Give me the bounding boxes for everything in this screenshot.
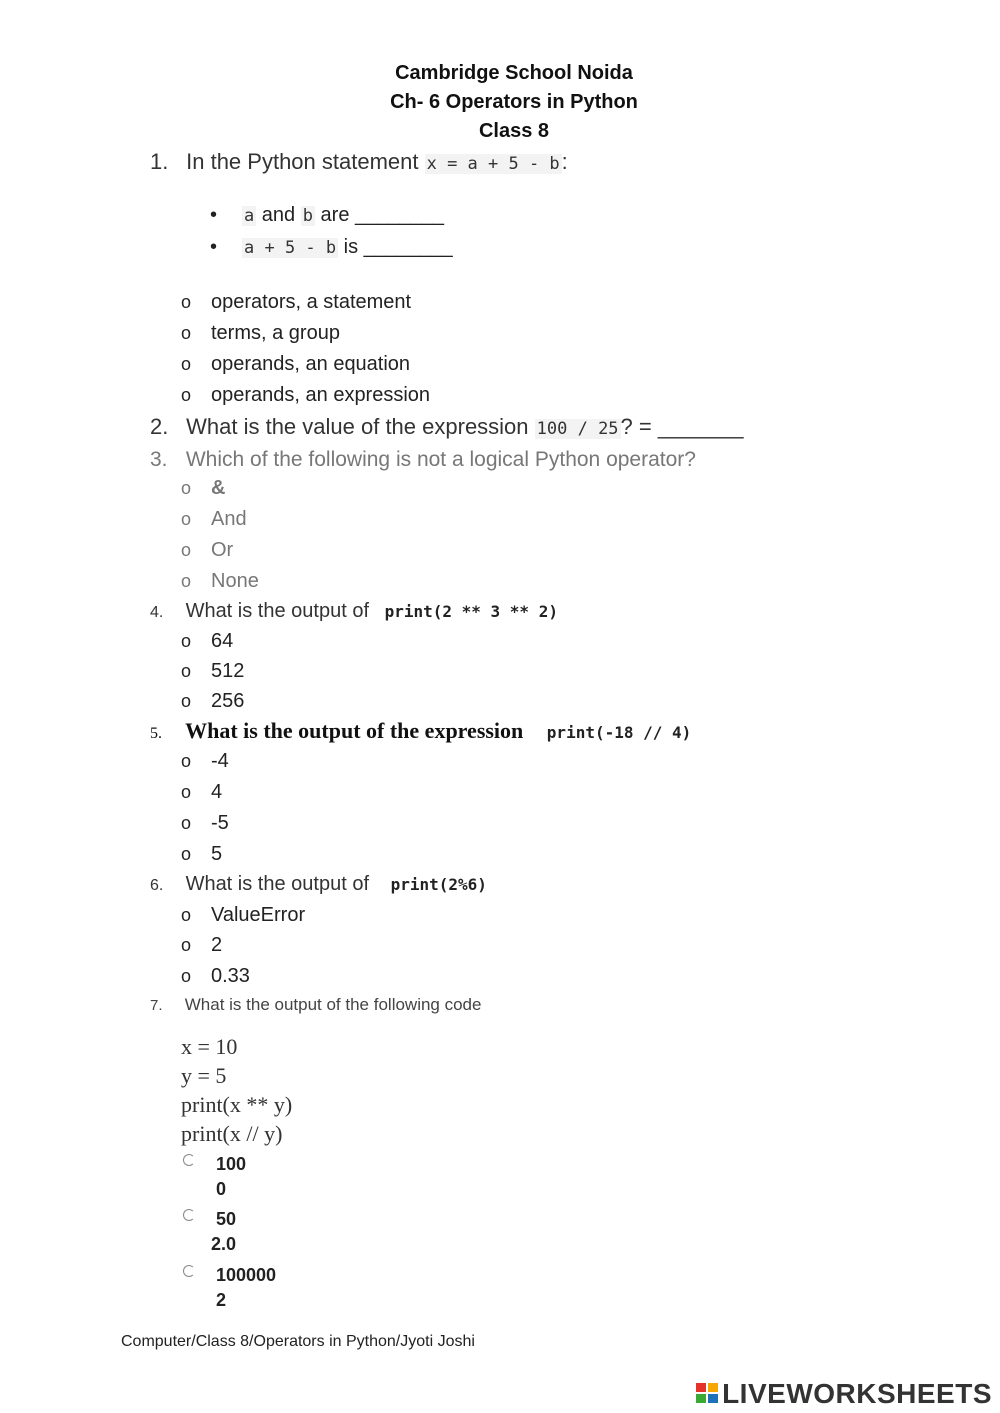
bullet-item	[210, 236, 453, 259]
option-1[interactable]	[181, 630, 233, 653]
option-label: Or	[211, 539, 234, 561]
option-3[interactable]	[181, 690, 244, 713]
question-text: What is the value of the expression	[186, 414, 535, 439]
question-text: What is the output of	[185, 873, 375, 895]
code-line: print(x ** y)	[181, 1092, 293, 1117]
option-1[interactable]	[181, 904, 305, 927]
code-snippet: 100 / 25	[536, 419, 619, 439]
option-2[interactable]	[181, 322, 340, 345]
option-label: 0.33	[211, 965, 250, 987]
option-label: operands, an equation	[211, 353, 411, 375]
page-footer: Computer/Class 8/Operators in Python/Jyoti Joshi	[121, 1333, 475, 1350]
class-label: Class 8	[478, 120, 550, 142]
option-label: operators, a statement	[211, 291, 412, 313]
code-line: x = 10	[181, 1034, 238, 1059]
option-marker: o	[181, 478, 192, 498]
option-marker: o	[181, 354, 192, 374]
option-2[interactable]	[181, 781, 222, 804]
option-label: &	[211, 477, 226, 499]
code-snippet: a + 5 - b	[244, 238, 337, 258]
code-snippet: b	[302, 206, 313, 226]
radio-icon[interactable]	[183, 1209, 195, 1221]
bullet-text: and	[256, 204, 301, 226]
option-2[interactable]	[181, 508, 247, 531]
option-4[interactable]	[181, 843, 222, 866]
option-1[interactable]	[181, 291, 411, 314]
option-2[interactable]	[181, 660, 244, 683]
question-number: 1.	[150, 149, 169, 174]
question-6	[150, 873, 487, 896]
question-number: 4.	[150, 604, 164, 621]
radio-icon[interactable]	[183, 1265, 195, 1277]
option-4[interactable]	[181, 384, 430, 407]
option-3[interactable]	[181, 353, 410, 376]
chapter-title: Ch- 6 Operators in Python	[390, 91, 638, 113]
option-marker: o	[181, 509, 192, 529]
logo-icon	[696, 1383, 720, 1405]
option-label: 2	[211, 934, 223, 956]
option-line: 100	[216, 1154, 247, 1174]
option-label: 256	[211, 690, 245, 712]
option-3[interactable]	[181, 965, 250, 988]
option-marker: o	[181, 905, 192, 925]
radio-icon[interactable]	[183, 1154, 195, 1166]
option-label: 64	[211, 630, 234, 652]
option-marker: o	[181, 631, 192, 651]
question-text: What is the output of	[185, 600, 375, 622]
question-number: 7.	[150, 997, 163, 1014]
question-number: 3.	[150, 448, 168, 471]
radio-option-1[interactable]	[183, 1153, 195, 1171]
option-line: 2.0	[211, 1234, 237, 1254]
option-marker: o	[181, 813, 192, 833]
code-line: print(x // y)	[181, 1121, 283, 1146]
code-snippet: x = a + 5 - b	[426, 154, 560, 174]
blank-field[interactable]: is ________	[338, 236, 453, 258]
option-label: And	[211, 508, 247, 530]
question-suffix: :	[561, 149, 568, 174]
question-2	[150, 414, 744, 440]
question-number: 5.	[150, 725, 162, 742]
code-snippet: print(2 ** 3 ** 2)	[384, 602, 558, 621]
code-snippet: print(-18 // 4)	[546, 723, 692, 742]
question-5	[150, 718, 691, 744]
code-snippet: a	[244, 206, 255, 226]
option-label: 4	[211, 781, 223, 803]
option-label: 512	[211, 660, 245, 682]
bullet-item	[210, 204, 444, 227]
option-marker: o	[181, 691, 192, 711]
option-line: 0	[216, 1179, 227, 1199]
bullet-dot: •	[210, 204, 218, 226]
option-marker: o	[181, 782, 192, 802]
option-label: None	[211, 570, 259, 592]
option-marker: o	[181, 966, 192, 986]
option-marker: o	[181, 323, 192, 343]
liveworksheets-logo	[696, 1378, 992, 1410]
option-2[interactable]	[181, 934, 222, 957]
question-4	[150, 600, 558, 623]
question-text: What is the output of the following code	[184, 995, 482, 1014]
option-3[interactable]	[181, 539, 233, 562]
option-line: 2	[216, 1290, 227, 1310]
option-line: 100000	[216, 1265, 277, 1285]
radio-option-3[interactable]	[183, 1264, 195, 1282]
option-label: 5	[211, 843, 223, 865]
option-1[interactable]	[181, 750, 229, 773]
option-1[interactable]	[181, 477, 225, 500]
code-snippet: print(2%6)	[390, 875, 487, 894]
question-number: 2.	[150, 414, 169, 439]
question-text: In the Python statement	[186, 149, 425, 174]
question-1	[150, 149, 568, 175]
option-marker: o	[181, 292, 192, 312]
question-text: Which of the following is not a logical Python operator?	[185, 448, 696, 471]
option-marker: o	[181, 935, 192, 955]
code-line: y = 5	[181, 1063, 227, 1088]
option-line: 50	[216, 1209, 237, 1229]
school-name: Cambridge School Noida	[395, 62, 633, 84]
blank-field[interactable]: are ________	[314, 204, 444, 226]
option-marker: o	[181, 571, 192, 591]
radio-option-2[interactable]	[183, 1208, 195, 1226]
option-label: -4	[211, 750, 229, 772]
option-marker: o	[181, 844, 192, 864]
option-marker: o	[181, 385, 192, 405]
option-marker: o	[181, 540, 192, 560]
option-4[interactable]	[181, 570, 259, 593]
brand-name: LIVEWORKSHEETS	[722, 1378, 992, 1409]
option-label: ValueError	[211, 904, 306, 926]
option-3[interactable]	[181, 812, 229, 835]
question-number: 6.	[150, 877, 164, 894]
answer-blank[interactable]: ? = _______	[620, 414, 744, 439]
option-marker: o	[181, 751, 192, 771]
question-7	[150, 995, 481, 1015]
question-text: What is the output of the expression	[185, 718, 529, 743]
option-marker: o	[181, 661, 192, 681]
bullet-dot: •	[210, 236, 218, 258]
question-3	[150, 448, 696, 472]
option-label: -5	[211, 812, 229, 834]
option-label: operands, an expression	[211, 384, 431, 406]
option-label: terms, a group	[211, 322, 340, 344]
